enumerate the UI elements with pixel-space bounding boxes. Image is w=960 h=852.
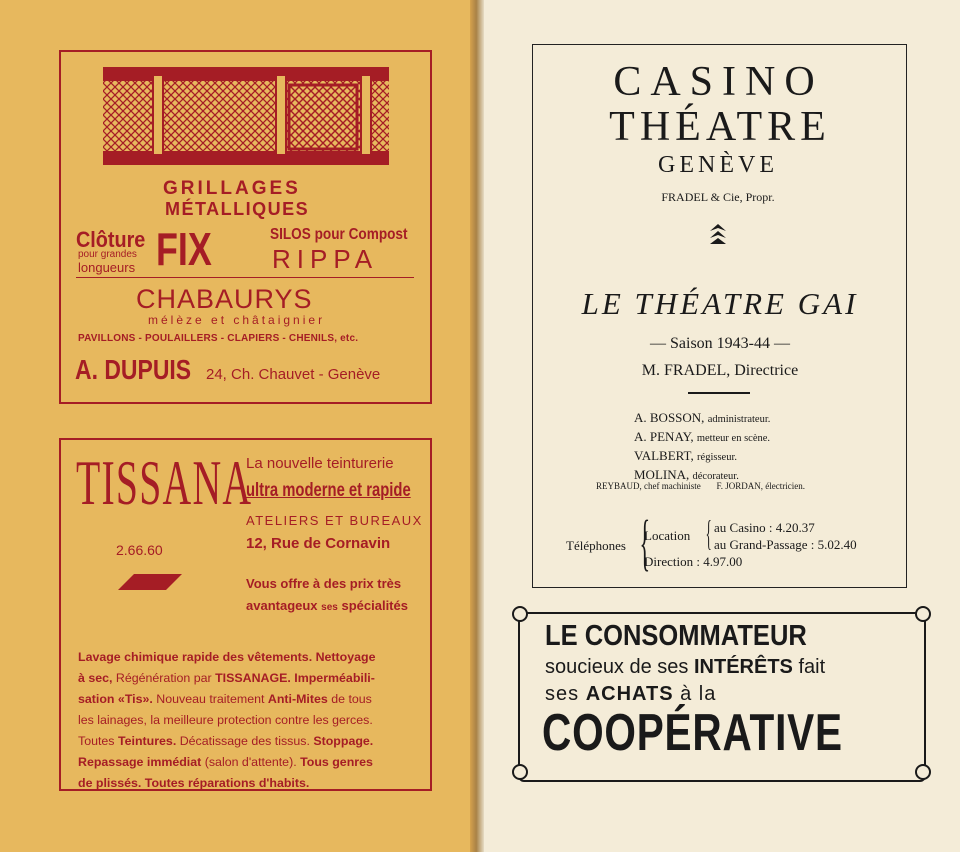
services-line1: Lavage chimique rapide des vêtements. Nettoyage	[78, 650, 376, 664]
c3c: à la	[680, 683, 717, 705]
tissana-line6a: avantageux	[246, 598, 318, 613]
season-line: — Saison 1943-44 —	[650, 335, 790, 352]
tissana-line6c: spécialités	[341, 598, 408, 613]
longueurs-text: longueurs	[78, 260, 136, 275]
book-gutter	[470, 0, 484, 852]
tissana-line2: ultra moderne et rapide	[246, 480, 411, 501]
services-line4: les lainages, la meilleure protection contre les gerces.	[78, 713, 373, 727]
c3b: ACHATS	[585, 683, 674, 705]
fix-logo: FIX	[156, 223, 212, 275]
silos-word: SILOS	[270, 226, 311, 243]
pavillons-text: PAVILLONS - POULAILLERS - CLAPIERS - CHENILS, etc.	[78, 333, 359, 344]
tissana-line4: 12, Rue de Cornavin	[246, 535, 391, 552]
s6b: (salon d'attente).	[204, 755, 297, 769]
corner-ornament-br	[915, 764, 931, 780]
staff-row	[634, 447, 770, 466]
cooperative-logo: COOPÉRATIVE	[542, 704, 843, 762]
staff-role: décorateur.	[692, 471, 739, 482]
consommateur-heading: LE CONSOMMATEUR	[545, 620, 807, 652]
s3a: sation «Tis».	[78, 692, 153, 706]
brace-left-2: {	[705, 513, 712, 553]
c2b: INTÉRÊTS	[693, 656, 793, 678]
staff-role: metteur en scène.	[696, 433, 771, 444]
staff-list	[634, 409, 770, 485]
theatre-heading: THÉATRE	[609, 104, 831, 150]
proprietor-line: FRADEL & Cie, Propr.	[661, 190, 775, 204]
casino-heading: CASINO	[613, 59, 824, 105]
cooperative-line2	[545, 656, 825, 679]
casino-phone: au Casino : 4.20.37	[714, 520, 815, 535]
dupuis-name: A. DUPUIS	[75, 354, 192, 385]
services-line3	[78, 689, 424, 710]
tissana-logo: TISSANA	[76, 447, 253, 518]
staff-row	[634, 428, 770, 447]
corner-ornament-bl	[512, 764, 528, 780]
services-line2	[78, 668, 424, 689]
pour-compost: pour Compost	[314, 226, 408, 243]
corner-ornament-tr	[915, 606, 931, 622]
services-line7: de plissés. Toutes réparations d'habits.	[78, 776, 310, 790]
s5a: Toutes	[78, 734, 115, 748]
location-label: Location	[644, 528, 691, 543]
s3d: de tous	[331, 692, 372, 706]
s5d: Stoppage.	[313, 734, 374, 748]
staff-name: A. BOSSON,	[634, 410, 705, 425]
tissana-line1: La nouvelle teinturerie	[246, 455, 394, 472]
geneve-heading: GENÈVE	[658, 152, 778, 178]
pour-grandes-text: pour grandes	[78, 249, 137, 260]
s3b: Nouveau traitement	[156, 692, 265, 706]
tissana-line3: ATELIERS ET BUREAUX	[246, 513, 423, 528]
staff-name: MOLINA,	[634, 467, 690, 482]
c2a: soucieux de ses	[545, 656, 689, 678]
telephones-label: Téléphones	[566, 538, 626, 553]
rippa-text: RIPPA	[272, 244, 379, 274]
staff-row	[634, 409, 770, 428]
grillages-divider	[76, 277, 414, 278]
staff-name: A. PENAY,	[634, 429, 694, 444]
director-line: M. FRADEL, Directrice	[641, 362, 799, 379]
chevron-ornament-icon	[709, 223, 727, 245]
c2c: fait	[798, 656, 826, 678]
cloture-text: Clôture	[76, 227, 146, 252]
chabaurys-text: CHABAURYS	[136, 284, 313, 314]
c3a: ses	[545, 683, 580, 705]
s5b: Teintures.	[117, 734, 177, 748]
meleze-text: mélèze et châtaignier	[148, 313, 326, 327]
s6a: Repassage immédiat	[78, 755, 202, 769]
tissana-line6	[246, 598, 408, 613]
s5c: Décatissage des tissus.	[179, 734, 310, 748]
tissana-line6b: ses	[321, 602, 338, 613]
brace-left-1: {	[639, 509, 651, 577]
staff-role: régisseur.	[697, 452, 737, 463]
s2b: Régénération par	[115, 671, 212, 685]
tissana-phone: 2.66.60	[116, 542, 163, 558]
staff-small-line: REYBAUD, chef machiniste F. JORDAN, électricien.	[596, 481, 805, 491]
direction-phone: Direction : 4.97.00	[644, 554, 743, 569]
grand-passage-phone: au Grand-Passage : 5.02.40	[714, 537, 857, 552]
grillages-line1: GRILLAGES	[163, 178, 301, 199]
grillages-line2: MÉTALLIQUES	[165, 199, 310, 219]
tissana-line5: Vous offre à des prix très	[246, 576, 402, 591]
staff-name: VALBERT,	[634, 448, 694, 463]
tissana-services	[78, 647, 424, 794]
staff-role: administrateur.	[707, 414, 771, 425]
silos-text	[270, 226, 408, 244]
s3c: Anti-Mites	[267, 692, 328, 706]
director-underline	[688, 392, 750, 394]
dupuis-address: 24, Ch. Chauvet - Genève	[206, 366, 381, 383]
services-line5	[78, 731, 424, 752]
s2a: à sec,	[78, 671, 113, 685]
tissana-slash-mark	[118, 572, 182, 592]
s6c: Tous genres	[300, 755, 373, 769]
corner-ornament-tl	[512, 606, 528, 622]
s2c: TISSANAGE. Imperméabili-	[215, 671, 375, 685]
theatre-gai-title: LE THÉATRE GAI	[581, 286, 859, 321]
services-line6	[78, 752, 424, 773]
